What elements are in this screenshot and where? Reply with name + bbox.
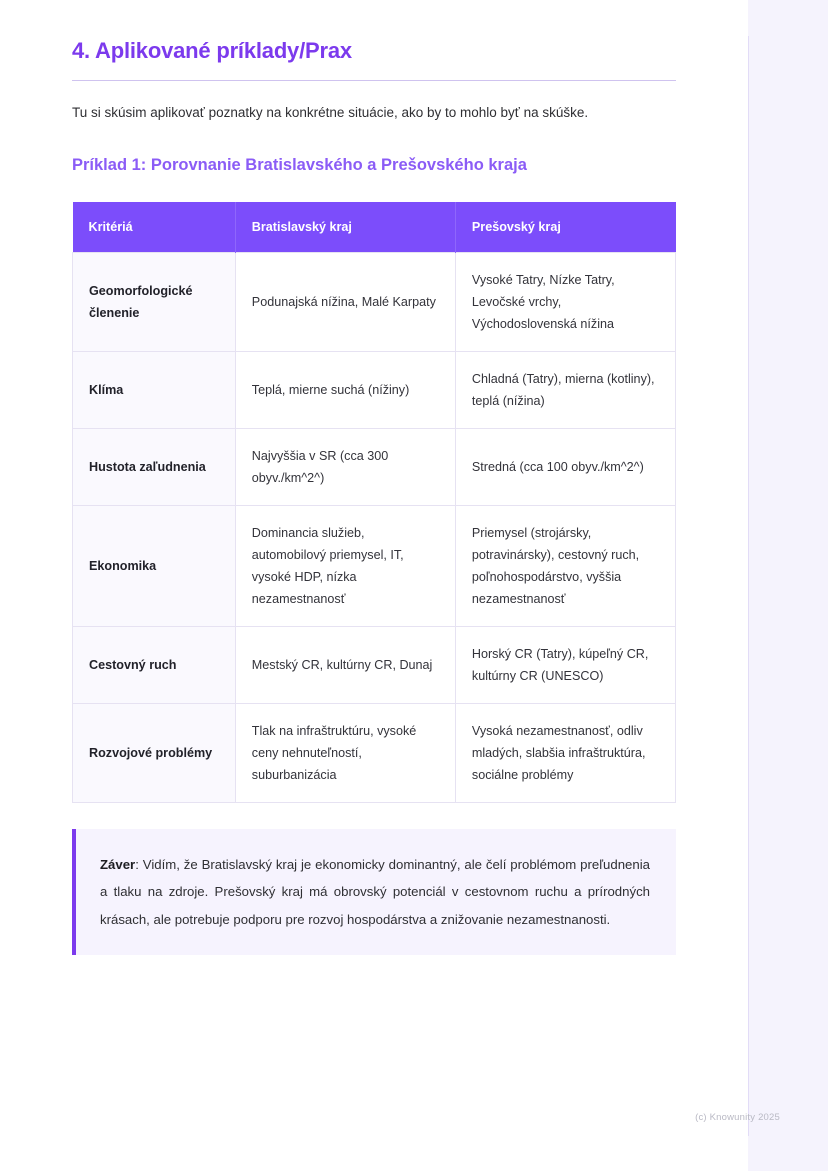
table-row bbox=[73, 627, 676, 704]
table-header-criteria: Kritériá bbox=[73, 202, 236, 253]
cell-criterion: Geomorfologické členenie bbox=[73, 252, 236, 351]
cell-presov: Priemysel (strojársky, potravinársky), cestovný ruch, poľnohospodárstvo, vyššia nezamestnanosť bbox=[455, 506, 675, 627]
table-row bbox=[73, 704, 676, 803]
table-header-bratislava: Bratislavský kraj bbox=[235, 202, 455, 253]
table-row bbox=[73, 252, 676, 351]
cell-presov: Vysoká nezamestnanosť, odliv mladých, slabšia infraštruktúra, sociálne problémy bbox=[455, 704, 675, 803]
copyright-note: (c) Knowunity 2025 bbox=[695, 1112, 780, 1123]
cell-criterion: Klíma bbox=[73, 351, 236, 428]
cell-presov: Stredná (cca 100 obyv./km^2^) bbox=[455, 429, 675, 506]
intro-paragraph: Tu si skúsim aplikovať poznatky na konkrétne situácie, ako by to mohlo byť na skúške. bbox=[72, 105, 589, 120]
table-header-presov: Prešovský kraj bbox=[455, 202, 675, 253]
cell-presov: Vysoké Tatry, Nízke Tatry, Levočské vrchy, Východoslovenská nížina bbox=[455, 252, 675, 351]
cell-bratislava: Teplá, mierne suchá (nížiny) bbox=[235, 351, 455, 428]
conclusion-callout bbox=[72, 829, 676, 954]
comparison-table bbox=[72, 202, 676, 804]
cell-bratislava: Dominancia služieb, automobilový priemysel, IT, vysoké HDP, nízka nezamestnanosť bbox=[235, 506, 455, 627]
section-subtitle: Príklad 1: Porovnanie Bratislavského a Prešovského kraja bbox=[72, 155, 527, 174]
table-row bbox=[73, 351, 676, 428]
page-edge-divider bbox=[748, 36, 749, 1136]
table-head bbox=[73, 202, 676, 253]
cell-bratislava: Tlak na infraštruktúru, vysoké ceny nehnuteľností, suburbanizácia bbox=[235, 704, 455, 803]
cell-bratislava: Mestský CR, kultúrny CR, Dunaj bbox=[235, 627, 455, 704]
table-row bbox=[73, 429, 676, 506]
conclusion-label: Záver bbox=[100, 857, 136, 873]
table-row bbox=[73, 506, 676, 627]
cell-presov: Horský CR (Tatry), kúpeľný CR, kultúrny CR (UNESCO) bbox=[455, 627, 675, 704]
title-divider bbox=[72, 80, 676, 81]
cell-bratislava: Najvyššia v SR (cca 300 obyv./km^2^) bbox=[235, 429, 455, 506]
right-margin-panel bbox=[748, 0, 828, 1171]
conclusion-text: : Vidím, že Bratislavský kraj je ekonomicky dominantný, ale čelí problémom preľudnenia a tlaku na zdroje. Prešovský kraj má obrovský potenciál v cestovnom ruchu a prírodných krásach, ale potrebuje podporu pre rozvoj hospodárstva a znižovanie nezamestnanosti. bbox=[100, 857, 650, 927]
cell-criterion: Cestovný ruch bbox=[73, 627, 236, 704]
cell-criterion: Hustota zaľudnenia bbox=[73, 429, 236, 506]
table-header-row bbox=[73, 202, 676, 253]
table-body bbox=[73, 252, 676, 803]
cell-presov: Chladná (Tatry), mierna (kotliny), teplá (nížina) bbox=[455, 351, 675, 428]
cell-criterion: Ekonomika bbox=[73, 506, 236, 627]
cell-bratislava: Podunajská nížina, Malé Karpaty bbox=[235, 252, 455, 351]
page-title: 4. Aplikované príklady/Prax bbox=[72, 38, 352, 63]
cell-criterion: Rozvojové problémy bbox=[73, 704, 236, 803]
